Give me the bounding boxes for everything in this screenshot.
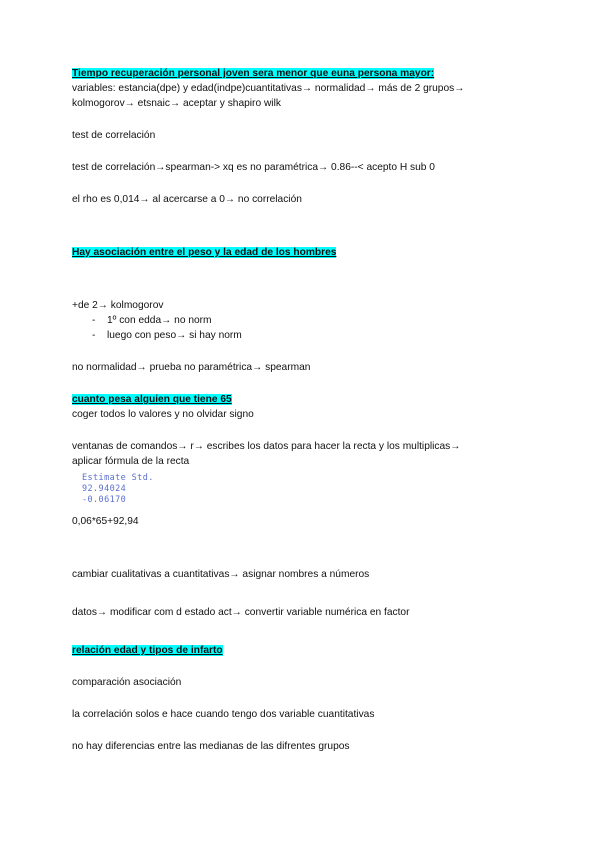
- text-line: variables: estancia(dpe) y edad(indpe)cuantitativas→ normalidad→ más de 2 grupos→: [72, 83, 465, 94]
- text-line: coger todos lo valores y no olvidar signo: [72, 409, 254, 420]
- text-line: cambiar cualitativas a cuantitativas→ asignar nombres a números: [72, 569, 370, 580]
- text-line: +de 2→ kolmogorov: [72, 300, 164, 311]
- console-line: 92.94024: [82, 484, 127, 494]
- section4-heading: relación edad y tipos de infarto: [72, 645, 223, 656]
- text-line: el rho es 0,014→ al acercarse a 0→ no correlación: [72, 194, 302, 205]
- r-console-output: [82, 473, 542, 506]
- text-line: test de correlación: [72, 130, 156, 141]
- document-page: [72, 66, 542, 754]
- console-line: Estimate Std.: [82, 473, 154, 483]
- text-line: no hay diferencias entre las medianas de las difrentes grupos: [72, 741, 350, 752]
- bullet-list: [72, 313, 542, 343]
- section3-heading: cuanto pesa alguien que tiene 65: [72, 394, 232, 405]
- section2-heading: Hay asociación entre el peso y la edad de los hombres: [72, 247, 337, 258]
- text-line: la correlación solos e hace cuando tengo dos variable cuantitativas: [72, 709, 375, 720]
- list-item: - luego con peso→ si hay norm: [92, 328, 542, 343]
- text-line: kolmogorov→ etsnaic→ aceptar y shapiro wilk: [72, 98, 281, 109]
- text-line: comparación asociación: [72, 677, 182, 688]
- text-line: test de correlación→spearman-> xq es no paramétrica→ 0.86--< acepto H sub 0: [72, 162, 435, 173]
- section1-heading: Tiempo recuperación personal joven sera menor que euna persona mayor:: [72, 68, 435, 79]
- text-line: datos→ modificar com d estado act→ convertir variable numérica en factor: [72, 607, 410, 618]
- text-line: ventanas de comandos→ r→ escribes los datos para hacer la recta y los multiplicas→: [72, 441, 461, 452]
- text-line: 0,06*65+92,94: [72, 516, 139, 527]
- console-line: -0.06170: [82, 495, 127, 505]
- text-line: aplicar fórmula de la recta: [72, 456, 190, 467]
- list-item: - 1º con edda→ no norm: [92, 313, 542, 328]
- text-line: no normalidad→ prueba no paramétrica→ spearman: [72, 362, 311, 373]
